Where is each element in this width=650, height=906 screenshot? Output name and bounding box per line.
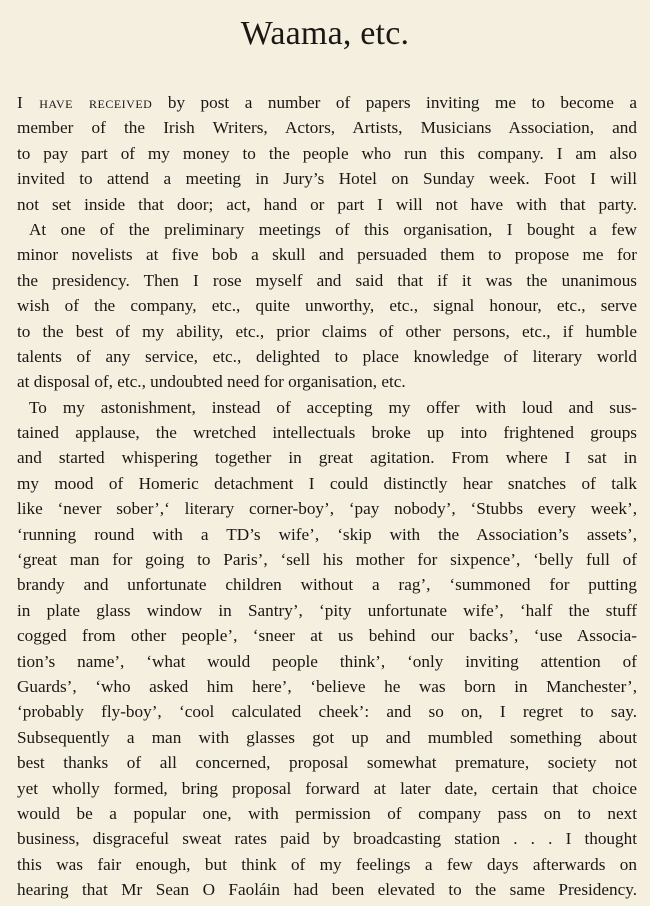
paragraph-line: I have received by post a number of papers inviting me to become a <box>17 93 637 112</box>
paragraph-line: minor novelists at five bob a skull and persuaded them to propose me for <box>17 245 637 265</box>
paragraph-line: Subsequently a man with glasses got up and mumbled something about <box>17 727 637 747</box>
paragraph-line: ‘running round with a TD’s wife’, ‘skip with the Association’s assets’, <box>17 524 637 544</box>
paragraph-line: in plate glass window in Santry’, ‘pity unfortunate wife’, ‘half the stuff <box>17 600 637 620</box>
paragraph-line: would be a popular one, with permission of company pass on to next <box>17 803 637 823</box>
page-title: Waama, etc. <box>240 15 410 52</box>
paragraph-line: invited to attend a meeting in Jury’s Hotel on Sunday week. Foot I will <box>17 169 637 189</box>
paragraph-3 <box>17 395 637 903</box>
paragraph-line: like ‘never sober’,‘ literary corner-boy’, ‘pay nobody’, ‘Stubbs every week’, <box>17 499 637 519</box>
paragraph-line: talents of any service, etc., delighted to place knowledge of literary world <box>17 346 637 366</box>
paragraph-1 <box>17 90 637 217</box>
paragraph-2 <box>17 217 637 395</box>
paragraph-line: and started whispering together in great agitation. From where I sat in <box>17 448 637 468</box>
paragraph-line: this was fair enough, but think of my feelings a few days afterwards on <box>17 854 637 874</box>
paragraph-line: tion’s name’, ‘what would people think’, ‘only inviting attention of <box>17 651 637 671</box>
paragraph-line: wish of the company, etc., quite unworthy, etc., signal honour, etc., serve <box>17 296 637 316</box>
paragraph-line: At one of the preliminary meetings of this organisation, I bought a few <box>29 219 637 239</box>
paragraph-line: the presidency. Then I rose myself and said that if it was the unanimous <box>17 270 637 290</box>
article-body <box>17 90 637 903</box>
paragraph-line: at disposal of, etc., undoubted need for organisation, etc. <box>17 372 406 392</box>
paragraph-line: member of the Irish Writers, Actors, Artists, Musicians Association, and <box>17 118 637 138</box>
paragraph-line: hearing that Mr Sean O Faoláin had been elevated to the same Presidency. <box>17 880 637 900</box>
paragraph-line: Guards’, ‘who asked him here’, ‘believe he was born in Manchester’, <box>17 676 637 696</box>
paragraph-line: yet wholly formed, bring proposal forward at later date, certain that choice <box>17 778 637 798</box>
paragraph-line: to pay part of my money to the people who run this company. I am also <box>17 143 637 163</box>
paragraph-line: my mood of Homeric detachment I could distinctly hear snatches of talk <box>17 473 637 493</box>
paragraph-line: ‘great man for going to Paris’, ‘sell his mother for sixpence’, ‘belly full of <box>17 550 637 570</box>
paragraph-line: tained applause, the wretched intellectuals broke up into frightened groups <box>17 423 637 443</box>
paragraph-line: best thanks of all concerned, proposal somewhat premature, society not <box>17 753 637 773</box>
paragraph-line: business, disgraceful sweat rates paid by broadcasting station . . . I thought <box>17 829 637 849</box>
lead-in-smallcaps: I have received <box>17 93 153 112</box>
paragraph-line: To my astonishment, instead of accepting my offer with loud and sus- <box>29 397 637 417</box>
paragraph-line: not set inside that door; act, hand or part I will not have with that party. <box>17 194 637 214</box>
paragraph-line: cogged from other people’, ‘sneer at us behind our backs’, ‘use Associa- <box>17 626 637 646</box>
paragraph-line: ‘probably fly-boy’, ‘cool calculated cheek’: and so on, I regret to say. <box>17 702 637 722</box>
paragraph-line: brandy and unfortunate children without a rag’, ‘summoned for putting <box>17 575 637 595</box>
paragraph-line: to the best of my ability, etc., prior claims of other persons, etc., if humble <box>17 321 637 341</box>
